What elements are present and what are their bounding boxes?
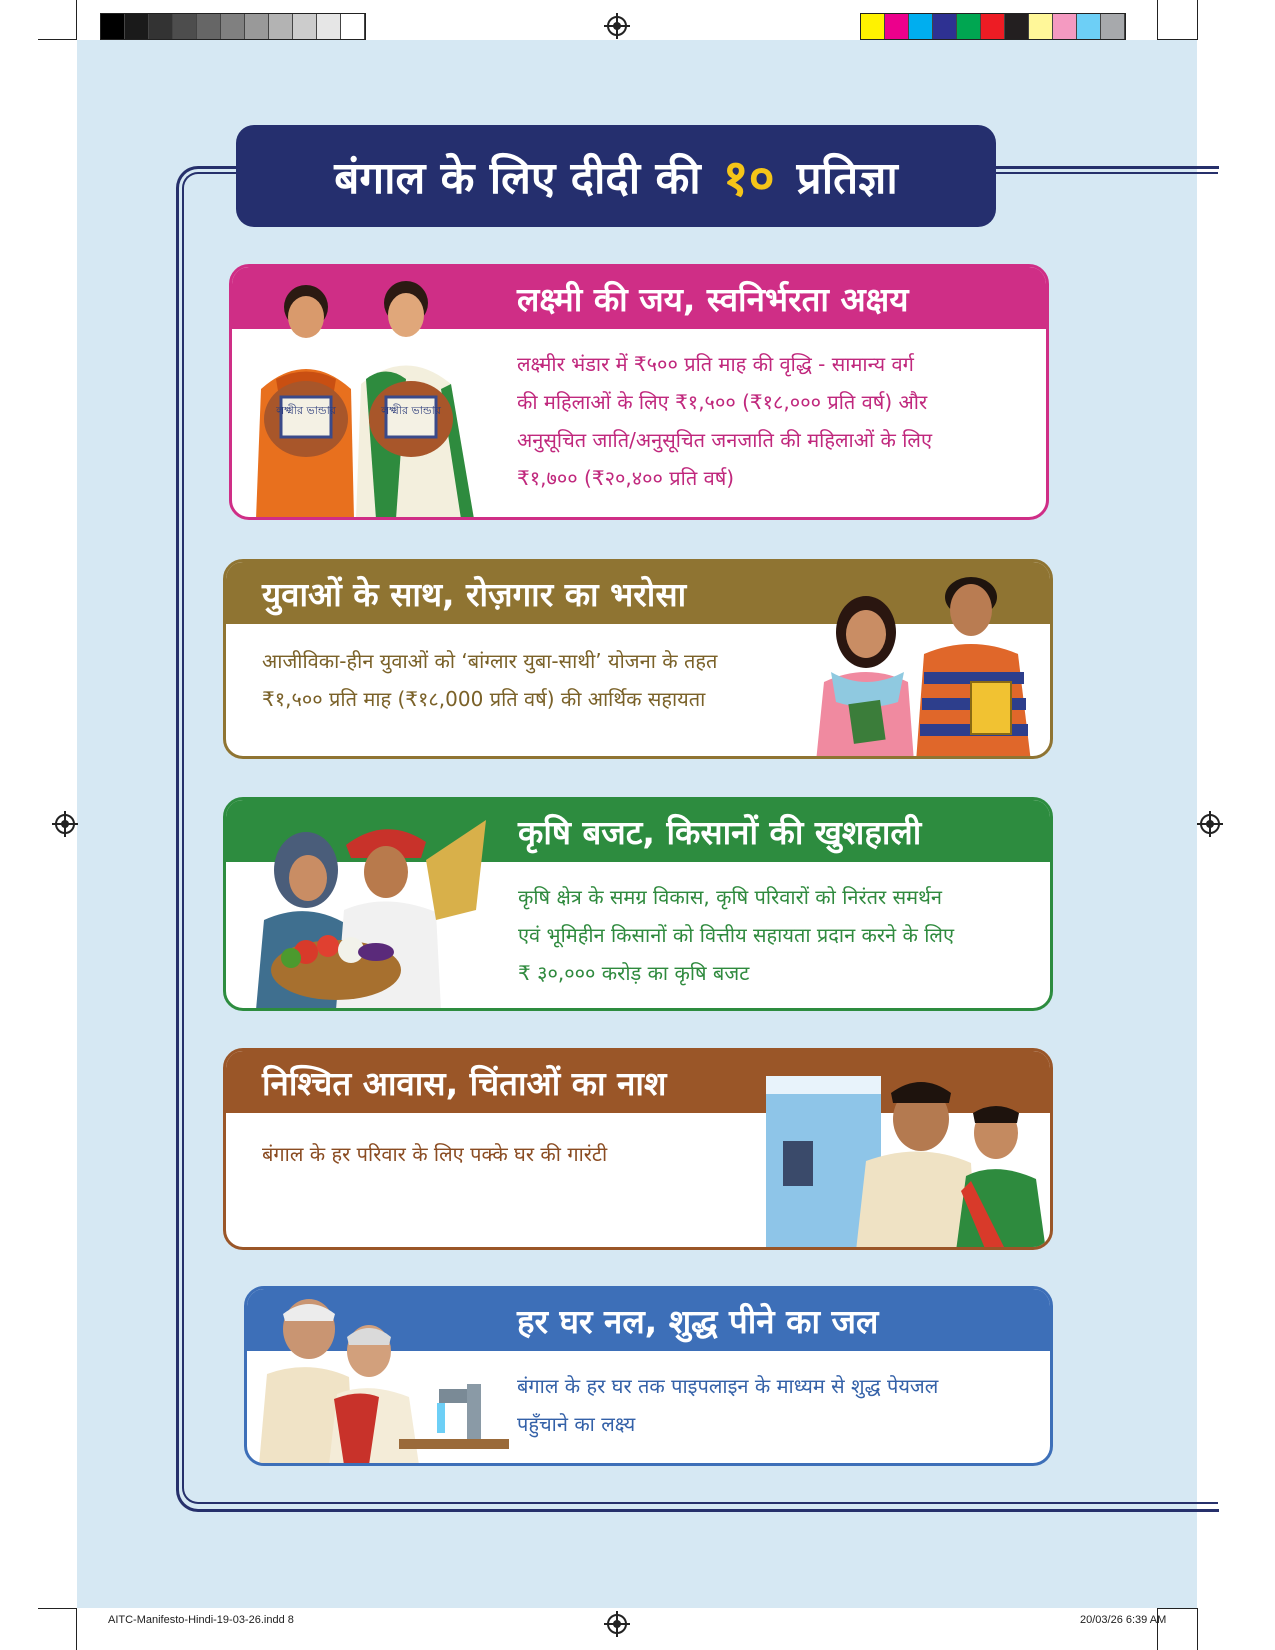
registration-mark-left xyxy=(55,814,75,834)
registration-mark-top xyxy=(607,16,627,36)
promise-card-youth xyxy=(223,559,1053,759)
card-body-text: आजीविका-हीन युवाओं को ‘बांग्लार युबा-साथी’ योजना के तहत ₹१,५०० प्रति माह (₹१८,000 प्रति वर्ष) की आर्थिक सहायता xyxy=(262,649,718,711)
card-heading: निश्चित आवास, चिंताओं का नाश xyxy=(262,1063,667,1103)
title-suffix: प्रतिज्ञा xyxy=(796,153,898,204)
promise-card-farmers xyxy=(223,797,1053,1011)
card-body-text: बंगाल के हर घर तक पाइपलाइन के माध्यम से शुद्ध पेयजल पहुँचाने का लक्ष्य xyxy=(517,1374,939,1436)
card-body-text: लक्ष्मीर भंडार में ₹५०० प्रति माह की वृद्धि - सामान्य वर्ग की महिलाओं के लिए ₹१,५०० (₹१८,००० प्रति वर्ष) और अनुसूचित जाति/अनुसूचित जनजाति की महिलाओं के लिए ₹१,७०० (₹२०,४०० प्रति वर्ष) xyxy=(517,352,933,490)
page-title xyxy=(236,125,996,227)
grayscale-bar xyxy=(100,13,366,40)
elderly-couple-tap-illustration xyxy=(249,1289,514,1465)
card-heading: कृषि बजट, किसानों की खुशहाली xyxy=(518,812,922,852)
pot-label-left: লক্ষ্মীর ভান্ডার xyxy=(276,404,336,417)
card-body-text: कृषि क्षेत्र के समग्र विकास, कृषि परिवारों को निरंतर समर्थन एवं भूमिहीन किसानों को वित्तीय सहायता प्रदान करने के लिए ₹ ३०,००० करोड़ का कृषि बजट xyxy=(518,885,955,985)
pot-label-right: লক্ষ্মীর ভান্ডার xyxy=(381,404,441,417)
title-text: बंगाल के लिए दीदी की xyxy=(334,153,701,204)
farmer-couple-illustration xyxy=(236,800,496,1010)
women-with-pots-illustration xyxy=(236,269,486,519)
color-bar xyxy=(860,13,1126,40)
card-heading: हर घर नल, शुद्ध पीने का जल xyxy=(517,1301,879,1341)
title-number: १० xyxy=(722,149,775,207)
students-illustration xyxy=(786,562,1051,759)
family-house-illustration xyxy=(761,1051,1053,1250)
promise-card-housing xyxy=(223,1048,1053,1250)
footer-filename: AITC-Manifesto-Hindi-19-03-26.indd 8 xyxy=(108,1614,294,1626)
promise-card-water xyxy=(244,1286,1053,1466)
card-body-text: बंगाल के हर परिवार के लिए पक्के घर की गारंटी xyxy=(262,1142,608,1166)
promise-card-lakshmi xyxy=(229,264,1049,520)
card-heading: लक्ष्मी की जय, स्वनिर्भरता अक्षय xyxy=(517,279,909,319)
card-heading: युवाओं के साथ, रोज़गार का भरोसा xyxy=(262,574,687,614)
registration-mark-bottom xyxy=(607,1614,627,1634)
footer-datetime: 20/03/26 6:39 AM xyxy=(1080,1614,1167,1626)
